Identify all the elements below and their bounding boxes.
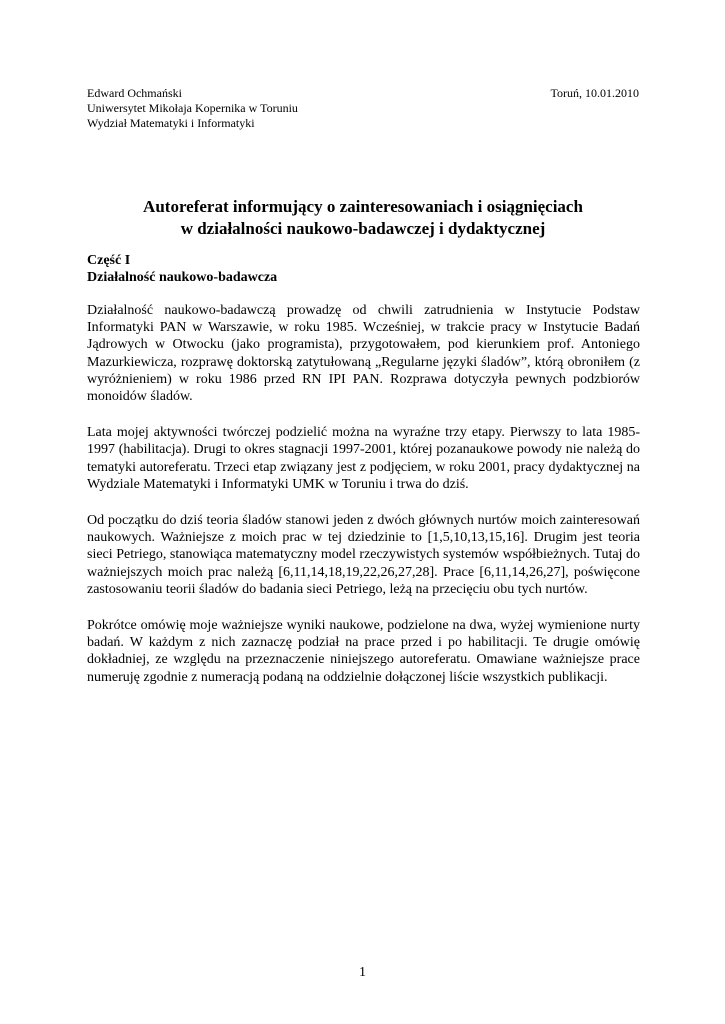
sender-block [87, 86, 298, 131]
paragraph: Od początku do dziś teoria śladów stanowi jeden z dwóch głównych nurtów moich zainteresowań naukowych. Ważniejsze z moich prac w tej dziedzinie to [1,5,10,13,15,16]. Drugim jest teoria sieci Petriego, stanowiąca matematyczny model rzeczywistych systemów współbieżnych. Tutaj do ważniejszych moich prac należą [6,11,14,18,19,22,26,27,28]. Prace [6,11,14,26,27], poświęcone zastosowaniu teorii śladów do badania sieci Petriego, leżą na przecięciu obu tych nurtów. [87, 513, 640, 597]
title-line-1: Autoreferat informujący o zainteresowaniach i osiągnięciach [143, 197, 583, 216]
paragraph: Lata mojej aktywności twórczej podzielić można na wyraźne trzy etapy. Pierwszy to lata 1985-1997 (habilitacja). Drugi to okres stagnacji 1997-2001, której pozanaukowe powody nie należą do tematyki autoreferatu. Trzeci etap związany jest z podjęciem, w roku 2001, pracy dydaktycznej na Wydziale Matematyki i Informatyki UMK w Toruniu i trwa do dziś. [87, 425, 640, 492]
document-title [87, 196, 639, 240]
author-name: Edward Ochmański [87, 86, 182, 100]
body-text [87, 302, 640, 705]
faculty-name: Wydział Matematyki i Informatyki [87, 116, 255, 130]
page-number: 1 [359, 965, 366, 980]
paragraph: Działalność naukowo-badawczą prowadzę od chwili zatrudnienia w Instytucie Podstaw Informatyki PAN w Warszawie, w roku 1985. Wcześniej, w trakcie pracy w Instytucie Badań Jądrowych w Otwocku (jako programista), przygotowałem, pod kierunkiem prof. Antoniego Mazurkiewicza, rozprawę doktorską zatytułowaną „Regularne języki śladów”, którą obroniłem (z wyróżnieniem) w roku 1986 przed RN IPI PAN. Rozprawa dotyczyła pewnych podzbiorów monoidów śladów. [87, 303, 640, 405]
title-line-2: w działalności naukowo-badawczej i dydaktycznej [180, 219, 546, 238]
section-part: Część I [87, 253, 131, 268]
paragraph: Pokrótce omówię moje ważniejsze wyniki naukowe, podzielone na dwa, wyżej wymienione nurty badań. W każdym z nich zaznaczę podział na prace przed i po habilitacji. Te drugie omówię dokładniej, ze względu na przeznaczenie niniejszego autoreferatu. Omawiane ważniejsze prace numeruję zgodnie z numeracją podaną na oddzielnie dołączonej liście wszystkich publikacji. [87, 618, 640, 685]
section-heading [87, 252, 639, 286]
place-date: Toruń, 10.01.2010 [550, 86, 639, 100]
section-name: Działalność naukowo-badawcza [87, 270, 278, 285]
university-name: Uniwersytet Mikołaja Kopernika w Toruniu [87, 101, 298, 115]
letter-header [87, 86, 639, 131]
